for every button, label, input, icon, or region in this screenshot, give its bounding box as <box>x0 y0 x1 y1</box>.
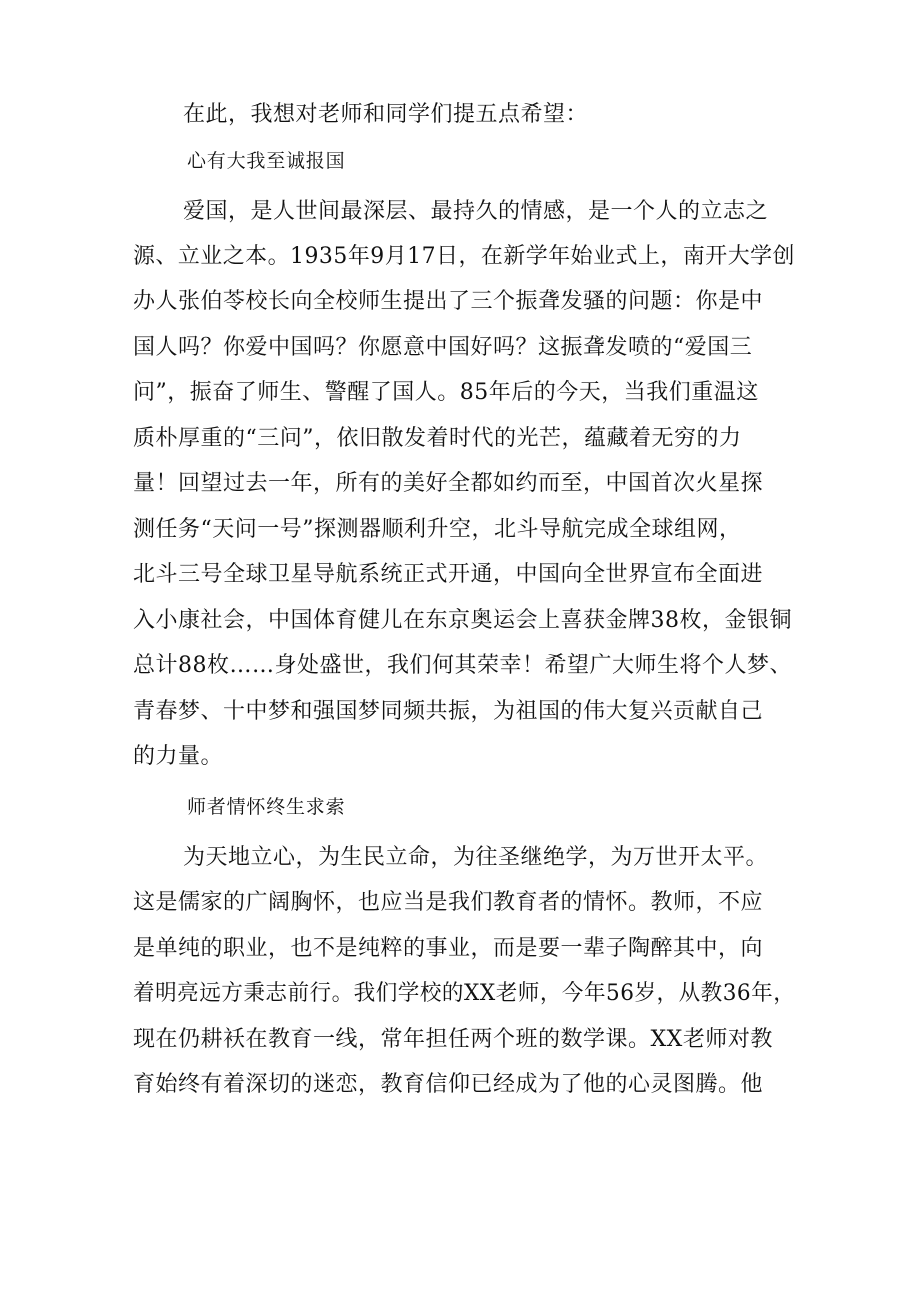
paragraph-line: 现在仍耕袄在教育一线，常年担任两个班的数学课。XX老师对教 <box>133 1027 773 1052</box>
paragraph-line: 国人吗？你爱中国吗？你愿意中国好吗？这振聋发喷的“爱国三 <box>133 335 753 360</box>
intro-paragraph: 在此，我想对老师和同学们提五点希望： <box>183 102 589 127</box>
paragraph-line: 总计88枚……身处盛世，我们何其荣幸！希望广大师生将个人梦、 <box>133 653 792 678</box>
paragraph-line: 质朴厚重的“三问”，依旧散发着时代的光芒，蕴藏着无穷的力 <box>133 426 742 451</box>
paragraph-line: 育始终有着深切的迷恋，教育信仰已经成为了他的心灵图腾。他 <box>133 1072 764 1097</box>
paragraph-line: 测任务“天问一号”探测器顺利升空，北斗导航完成全球组网， <box>133 517 742 542</box>
paragraph-line: 量！回望过去一年，所有的美好全都如约而至，中国首次火星探 <box>133 471 764 496</box>
paragraph-line: 着明亮远方秉志前行。我们学校的XX老师，今年56岁，从教36年， <box>133 981 796 1006</box>
paragraph-line: 为天地立心，为生民立命，为往圣继绝学，为万世开太平。 <box>183 845 769 870</box>
paragraph-line: 问”，振奋了师生、警醒了国人。85年后的今天，当我们重温这 <box>133 380 759 405</box>
paragraph-line: 这是儒家的广阔胸怀，也应当是我们教育者的情怀。教师，不应 <box>133 890 764 915</box>
paragraph-line: 办人张伯苓校长向全校师生提出了三个振聋发骚的问题：你是中 <box>133 289 764 314</box>
paragraph-line: 入小康社会，中国体育健儿在东京奥运会上喜获金牌38枚，金银铜 <box>133 608 792 633</box>
paragraph-line: 青春梦、十中梦和强国梦同频共振，为祖国的伟大复兴贡献自己 <box>133 699 764 724</box>
section-heading-teachers: 师者情怀终生求索 <box>187 796 346 818</box>
paragraph-line: 爱国，是人世间最深层、最持久的情感，是一个人的立志之 <box>183 199 769 224</box>
section-heading-patriotism: 心有大我至诚报国 <box>187 150 346 172</box>
paragraph-line: 是单纯的职业，也不是纯粹的事业，而是要一辈子陶醉其中，向 <box>133 936 764 961</box>
paragraph-line: 北斗三号全球卫星导航系统正式开通，中国向全世界宣布全面进 <box>133 562 764 587</box>
paragraph-line: 的力量。 <box>133 744 224 769</box>
paragraph-line: 源、立业之本。1935年9月17日，在新学年始业式上，南开大学创 <box>133 244 795 269</box>
